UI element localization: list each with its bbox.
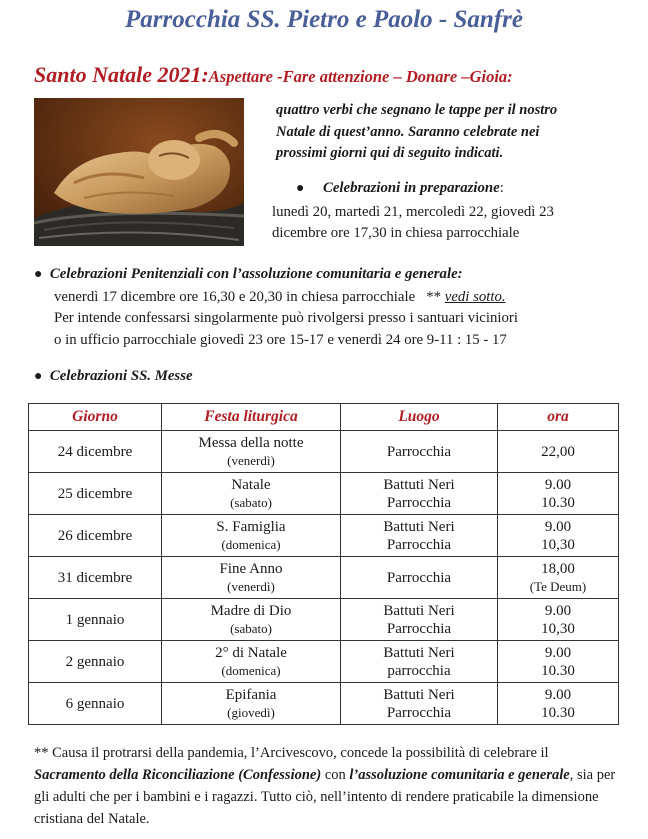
time-cell [498,683,619,725]
feast-cell [162,515,341,557]
table-row [29,641,619,683]
messe-heading-label: Celebrazioni SS. Messe [49,368,193,384]
time: 9.00 [544,476,572,493]
place: Battuti Neri [383,518,455,535]
weekday: (domenica) [221,662,281,678]
table-row [29,515,619,557]
table-row [29,557,619,599]
place-cell [341,431,498,473]
penitential-text [54,287,518,351]
penitential-heading-label: Celebrazioni Penitenziali con l’assoluzione comunitaria e generale: [49,266,463,282]
feast-cell [162,431,341,473]
table-row [29,599,619,641]
time: 9.00 [544,644,572,661]
column-header: Giorno [29,404,162,431]
place: parrocchia [387,662,451,679]
table-row [29,683,619,725]
prep-text [272,202,554,245]
footnote-part: ** Causa il protrarsi della pandemia, l’Arcivescovo, concede la possibilità di celebrare il [34,745,549,761]
time-cell [498,557,619,599]
bullet-icon: ● [34,267,43,282]
prep-heading-label: Celebrazioni in preparazione [322,180,500,196]
weekday: (sabato) [230,620,272,636]
feast-name: S. Famiglia [216,518,286,535]
headline-sub: Aspettare -Fare attenzione – Donare –Gioia: [208,67,513,86]
place-cell [341,641,498,683]
feast-cell [162,641,341,683]
place-cell [341,557,498,599]
time-cell [498,515,619,557]
prep-heading-colon: : [499,180,504,196]
intro-line: quattro verbi che segnano le tappe per il nostro [276,102,558,118]
feast-cell [162,599,341,641]
place-cell [341,515,498,557]
prep-line: dicembre ore 17,30 in chiesa parrocchiale [272,225,520,242]
day-cell: 1 gennaio [29,599,162,641]
time: 10.30 [541,662,575,679]
footnote-part: , sia per gli adulti che per i bambini e i ragazzi. Tutto ciò, nell’intento di rendere praticabile la dimensione cristiana del Natale. [34,767,616,827]
bullet-icon: ● [34,369,43,384]
penitential-heading [34,264,463,285]
mass-schedule-table [28,403,619,725]
weekday: (venerdì) [227,578,275,594]
column-header: Luogo [341,404,498,431]
day-cell: 2 gennaio [29,641,162,683]
place: Parrocchia [386,704,452,721]
feast-cell [162,683,341,725]
headline [34,62,513,88]
penitential-line1: venerdì 17 dicembre ore 16,30 e 20,30 in chiesa parrocchiale [54,289,416,305]
weekday: (giovedì) [227,704,275,720]
table-header-row [29,404,619,431]
nativity-figure-image [34,98,244,246]
prep-line: lunedì 20, martedì 21, mercoledì 22, giovedì 23 [272,204,554,220]
place: Battuti Neri [383,602,455,619]
footnote-part: con [321,767,350,783]
intro-line: prossimi giorni qui di seguito indicati. [276,145,504,161]
time: 9.00 [544,518,572,535]
day-cell: 26 dicembre [29,515,162,557]
day-cell: 25 dicembre [29,473,162,515]
time-cell [498,431,619,473]
prep-heading [296,178,504,199]
time: 22,00 [541,443,575,460]
time: 9.00 [544,602,572,619]
place: Battuti Neri [383,644,455,661]
place: Parrocchia [386,443,452,460]
feast-name: Fine Anno [219,560,283,577]
penitential-line3: o in ufficio parrocchiale giovedì 23 ore 15-17 e venerdì 24 ore 9-11 : 15 - 17 [54,331,507,348]
see-below-link[interactable]: vedi sotto. [444,289,506,305]
feast-name: Epifania [225,686,277,703]
feast-cell [162,557,341,599]
place-cell [341,683,498,725]
feast-name: Messa della notte [198,434,304,451]
place: Battuti Neri [383,686,455,703]
weekday: (venerdì) [227,452,275,468]
time-note: (Te Deum) [529,578,587,594]
feast-name: Madre di Dio [210,602,292,619]
footnote-marker: ** [426,289,442,305]
time: 10,30 [541,536,575,553]
weekday: (domenica) [221,536,281,552]
day-cell: 6 gennaio [29,683,162,725]
time-cell [498,473,619,515]
weekday: (sabato) [230,494,272,510]
place: Parrocchia [386,536,452,553]
time-cell [498,641,619,683]
messe-heading [34,366,193,387]
time-cell [498,599,619,641]
table-row [29,431,619,473]
place: Parrocchia [386,569,452,586]
time: 9.00 [544,686,572,703]
place-cell [341,473,498,515]
column-header: Festa liturgica [162,404,341,431]
time: 18,00 [541,560,575,577]
place: Parrocchia [386,620,452,637]
place-cell [341,599,498,641]
intro-text [276,100,626,165]
penitential-line2: Per intende confessarsi singolarmente può rivolgersi presso i santuari viciniori [54,310,518,327]
place: Battuti Neri [383,476,455,493]
headline-main: Santo Natale 2021: [34,62,209,87]
footnote-emphasis: Sacramento della Riconciliazione (Confessione) [34,767,322,783]
intro-line: Natale di quest’anno. Saranno celebrate nei [276,123,540,140]
table-row [29,473,619,515]
day-cell: 24 dicembre [29,431,162,473]
page-title: Parrocchia SS. Pietro e Paolo - Sanfrè [125,6,523,33]
time: 10.30 [541,704,575,721]
place: Parrocchia [386,494,452,511]
day-cell: 31 dicembre [29,557,162,599]
time: 10.30 [541,494,575,511]
column-header: ora [498,404,619,431]
bullet-icon: ● [296,181,305,196]
time: 10,30 [541,620,575,637]
feast-cell [162,473,341,515]
feast-name: Natale [231,476,271,493]
footnote-emphasis: l’assoluzione comunitaria e generale [349,767,570,783]
footnote [34,742,616,830]
feast-name: 2° di Natale [215,644,287,661]
penitential-line [54,287,518,308]
